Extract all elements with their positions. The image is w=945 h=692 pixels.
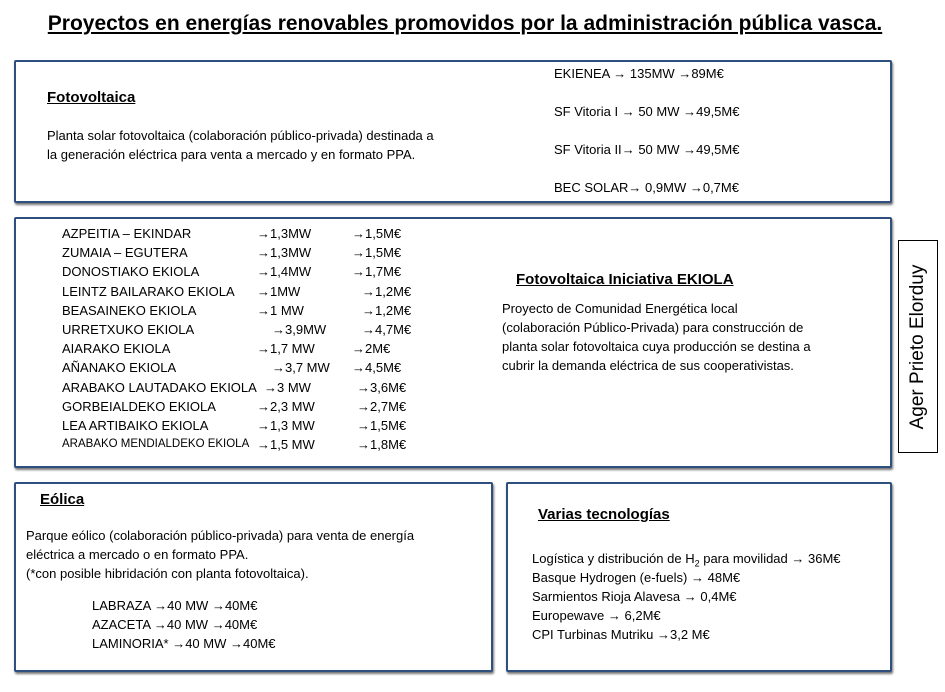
arrow-icon: →	[211, 617, 225, 632]
project-row	[532, 587, 841, 606]
project-capacity: →2,3 MW	[257, 398, 315, 414]
project-budget: →4,7M€	[362, 321, 412, 337]
arrow-icon: →	[257, 302, 270, 318]
ekiola-heading: Fotovoltaica Iniciativa EKIOLA	[516, 271, 734, 288]
description-line: Proyecto de Comunidad Energética local	[502, 301, 738, 316]
project-row	[532, 625, 841, 644]
project-capacity: 50 MW	[638, 142, 680, 157]
project-name: GORBEIALDEKO EKIOLA	[62, 398, 216, 414]
arrow-icon: →	[257, 417, 270, 433]
description-line: la generación eléctrica para venta a mercado y en formato PPA.	[47, 147, 416, 162]
arrow-icon: →	[683, 142, 697, 157]
subscript: 2	[694, 558, 700, 569]
description-line: (*con posible hibridación con planta fotovoltaica).	[26, 566, 309, 581]
varias-project-list	[532, 549, 841, 644]
project-name: EKIENEA	[554, 66, 610, 81]
project-capacity: →3 MW	[264, 379, 311, 395]
fotovoltaica-panel	[14, 60, 892, 203]
project-capacity: 40 MW	[166, 617, 209, 632]
project-budget: →2M€	[352, 341, 391, 357]
project-capacity: 40 MW	[167, 598, 209, 613]
arrow-icon: →	[678, 66, 692, 81]
project-capacity: →1,3MW	[257, 245, 312, 261]
varias-panel	[506, 482, 892, 672]
page-title: Proyectos en energías renovables promovidos por la administración pública vasca.	[47, 12, 883, 35]
arrow-icon: →	[621, 104, 635, 119]
project-row	[554, 66, 739, 104]
project-name: LABRAZA	[92, 598, 151, 613]
arrow-icon: →	[791, 551, 805, 566]
project-row	[92, 615, 276, 634]
project-budget: →2,7M€	[357, 398, 407, 414]
arrow-icon: →	[272, 321, 285, 337]
project-budget: 40M€	[243, 636, 276, 651]
project-name: AÑANAKO EKIOLA	[62, 360, 177, 376]
project-name: BEC SOLAR	[554, 180, 629, 195]
project-name: Logística y distribución de $H_2$ para movilidad	[532, 551, 792, 569]
arrow-icon: →	[352, 264, 365, 280]
project-capacity: →1,3MW	[257, 226, 312, 241]
project-row	[92, 634, 276, 653]
project-budget: →1,2M€	[362, 283, 412, 299]
arrow-icon: →	[352, 226, 365, 241]
description-line: eléctrica a mercado o en formato PPA.	[26, 547, 249, 562]
project-budget: 40M€	[224, 617, 258, 632]
project-name: LEA ARTIBAIKO EKIOLA	[62, 417, 209, 433]
project-budget: 6,2M€	[624, 608, 661, 623]
fotovoltaica-heading: Fotovoltaica	[47, 89, 136, 106]
project-name: ARABAKO MENDIALDEKO EKIOLA	[62, 438, 250, 451]
fotovoltaica-project-list	[554, 66, 739, 218]
project-capacity: →1,5 MW	[257, 437, 315, 453]
project-name: BEASAINEKO EKIOLA	[62, 302, 197, 318]
eolica-panel	[14, 482, 493, 672]
arrow-icon: →	[264, 379, 277, 395]
project-capacity: →3,9MW	[272, 321, 327, 337]
project-name: URRETXUKO EKIOLA	[62, 321, 195, 337]
arrow-icon: →	[362, 321, 375, 337]
ekiola-panel	[14, 217, 892, 468]
arrow-icon: →	[172, 636, 186, 651]
description-line: Parque eólico (colaboración público-privada) para venta de energía	[26, 528, 415, 543]
project-budget: 36M€	[808, 551, 841, 566]
project-budget: →1,5M€	[357, 417, 407, 433]
project-capacity: →1,3 MW	[257, 417, 315, 433]
arrow-icon: →	[257, 437, 270, 453]
arrow-icon: →	[272, 360, 285, 376]
project-budget: 49,5M€	[696, 142, 740, 157]
arrow-icon: →	[357, 437, 370, 453]
arrow-icon: →	[657, 627, 670, 642]
project-budget: 89M€	[691, 66, 724, 81]
arrow-icon: →	[257, 283, 270, 299]
project-budget: 3,2 M€	[670, 627, 710, 642]
project-budget: 0,7M€	[702, 180, 739, 195]
eolica-description	[26, 526, 414, 583]
project-budget: 40M€	[224, 598, 258, 613]
project-row	[554, 142, 739, 180]
project-budget: →1,8M€	[357, 437, 407, 453]
arrow-icon: →	[154, 598, 168, 613]
arrow-icon: →	[621, 142, 635, 157]
description-line: (colaboración Público-Privada) para construcción de	[502, 320, 804, 335]
arrow-icon: →	[352, 360, 365, 376]
project-name: DONOSTIAKO EKIOLA	[62, 264, 200, 280]
project-capacity: 0,9MW	[645, 180, 687, 195]
project-capacity: →3,7 MW	[272, 360, 330, 376]
varias-heading: Varias tecnologías	[538, 506, 670, 523]
project-name: LAMINORIA*	[92, 636, 169, 651]
arrow-icon: →	[357, 398, 370, 414]
project-name: Europewave	[532, 608, 608, 623]
project-row	[92, 596, 276, 615]
project-name: SF Vitoria I	[554, 104, 619, 119]
project-row	[554, 104, 739, 142]
arrow-icon: →	[352, 341, 365, 357]
project-capacity: →1,4MW	[257, 264, 312, 280]
fotovoltaica-description	[47, 126, 434, 164]
project-name: AIARAKO EKIOLA	[62, 341, 171, 357]
project-capacity: →1MW	[257, 283, 301, 299]
arrow-icon: →	[613, 66, 627, 81]
project-name: Basque Hydrogen (e-fuels)	[532, 570, 691, 585]
arrow-icon: →	[153, 617, 167, 632]
arrow-icon: →	[628, 180, 642, 195]
project-capacity: 50 MW	[638, 104, 680, 119]
arrow-icon: →	[257, 245, 270, 261]
arrow-icon: →	[257, 341, 270, 357]
project-name: ZUMAIA – EGUTERA	[62, 245, 188, 261]
project-row	[532, 568, 841, 587]
project-budget: 48M€	[707, 570, 741, 585]
project-name: Sarmientos Rioja Alavesa	[532, 589, 684, 604]
project-budget: 0,4M€	[700, 589, 737, 604]
arrow-icon: →	[257, 398, 270, 414]
arrow-icon: →	[257, 264, 270, 280]
project-budget: →3,6M€	[357, 379, 407, 395]
project-name: AZACETA	[92, 617, 151, 632]
arrow-icon: →	[352, 245, 365, 261]
project-name: LEINTZ BAILARAKO EKIOLA	[62, 283, 235, 299]
author-box	[898, 240, 938, 453]
arrow-icon: →	[683, 589, 697, 604]
arrow-icon: →	[357, 379, 370, 395]
arrow-icon: →	[211, 598, 225, 613]
project-capacity: 40 MW	[185, 636, 227, 651]
author-name: Ager Prieto Elorduy	[907, 264, 928, 429]
arrow-icon: →	[362, 302, 375, 318]
description-line: cubrir la demanda eléctrica de sus cooperativistas.	[502, 358, 794, 373]
project-row	[554, 180, 739, 218]
description-line: planta solar fotovoltaica cuya producción se destina a	[502, 339, 811, 354]
arrow-icon: →	[357, 417, 370, 433]
project-name: CPI Turbinas Mutriku	[532, 627, 657, 642]
eolica-heading: Eólica	[40, 491, 85, 508]
arrow-icon: →	[230, 636, 243, 651]
project-capacity: 135MW	[629, 66, 675, 81]
project-capacity: →1,7 MW	[257, 341, 315, 357]
ekiola-description	[502, 299, 811, 375]
arrow-icon: →	[362, 283, 375, 299]
description-line: Planta solar fotovoltaica (colaboración público-privada) destinada a	[47, 128, 434, 143]
arrow-icon: →	[257, 226, 270, 241]
project-row	[532, 606, 841, 625]
arrow-icon: →	[607, 608, 621, 623]
project-capacity: →1 MW	[257, 302, 304, 318]
project-name: ARABAKO LAUTADAKO EKIOLA	[62, 379, 257, 395]
project-budget: →1,5M€	[352, 245, 402, 261]
project-budget: →1,5M€	[352, 226, 402, 241]
project-name: AZPEITIA – EKINDAR	[62, 226, 192, 241]
project-budget: →1,2M€	[362, 302, 412, 318]
project-name: SF Vitoria II	[554, 142, 622, 157]
project-budget: 49,5M€	[696, 104, 740, 119]
arrow-icon: →	[683, 104, 697, 119]
project-row	[532, 549, 841, 568]
eolica-project-list	[92, 596, 276, 653]
arrow-icon: →	[689, 180, 703, 195]
project-budget: →1,7M€	[352, 264, 402, 280]
project-budget: →4,5M€	[352, 360, 402, 376]
arrow-icon: →	[690, 570, 704, 585]
